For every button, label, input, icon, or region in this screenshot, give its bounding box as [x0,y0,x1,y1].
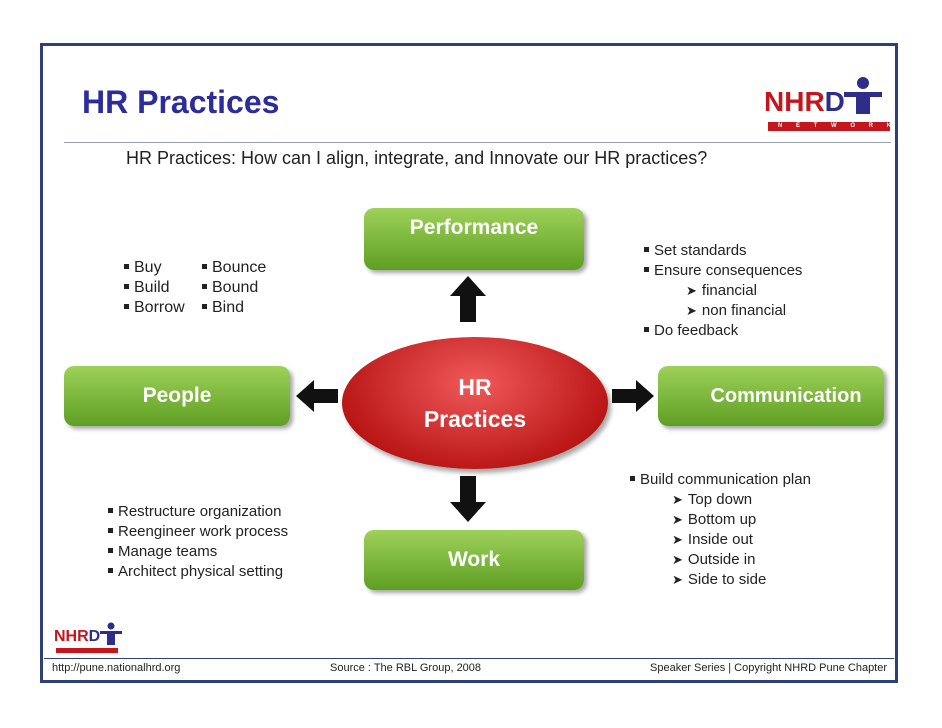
list-item: Build communication plan [630,470,811,490]
list-item: ➤ Top down [672,491,753,508]
list-item: Borrow [124,298,185,318]
logo-letters: NHR [764,86,825,117]
arrow-left-icon [294,378,340,414]
logo-network-text: N E T W O R K [778,122,897,129]
chevron-right-icon: ➤ [672,512,683,527]
chevron-right-icon: ➤ [672,492,683,507]
list-item: Manage teams [108,542,288,562]
footer-url: http://pune.nationalhrd.org [52,662,181,674]
logo-figure-icon [98,622,124,648]
list-item: Restructure organization [108,502,288,522]
list-item: ➤ non financial [686,302,787,319]
logo-figure-icon [840,76,886,120]
list-item: Bind [202,298,266,318]
list-item: Buy [124,258,185,278]
list-item: Build [124,278,185,298]
work-label: Work [447,548,501,571]
slide-title: HR Practices [82,84,280,120]
communication-label: Communication [710,384,862,407]
performance-list [644,241,802,341]
list-item: ➤ Side to side [672,571,767,588]
chevron-right-icon: ➤ [672,572,683,587]
logo-letters: NHR [54,628,89,645]
slide-subtitle: HR Practices: How can I align, integrate, and Innovate our HR practices? [126,148,708,168]
people-list-col1 [124,258,185,318]
logo-letter-d: D [824,86,845,117]
hr-practices-oval [342,337,608,469]
list-item: ➤ financial [686,282,757,299]
work-box [364,530,584,590]
list-item: Do feedback [644,321,802,341]
nhrd-logo-small [54,628,126,658]
center-line-2: Practices [423,406,527,432]
list-item: Bound [202,278,266,298]
nhrd-logo [764,86,897,136]
list-item: Architect physical setting [108,562,288,582]
arrow-up-icon [448,274,488,324]
people-list-col2 [202,258,266,318]
footer-divider [44,658,894,659]
people-label: People [142,384,212,407]
list-item: ➤ Outside in [672,551,756,568]
chevron-right-icon: ➤ [672,552,683,567]
footer-source: Source : The RBL Group, 2008 [330,662,482,674]
list-item: Reengineer work process [108,522,288,542]
center-line-1: HR [458,374,492,400]
logo-letter-d: D [88,628,101,645]
work-list [108,502,288,582]
chevron-right-icon: ➤ [686,303,697,318]
performance-box [364,208,584,270]
performance-label: Performance [409,216,539,239]
communication-box [658,366,884,426]
list-item: Bounce [202,258,266,278]
list-item: Set standards [644,241,802,261]
chevron-right-icon: ➤ [672,532,683,547]
arrow-down-icon [448,474,488,524]
footer-copyright: Speaker Series | Copyright NHRD Pune Chapter [650,662,888,674]
chevron-right-icon: ➤ [686,283,697,298]
communication-list [630,470,811,590]
arrow-right-icon [610,378,656,414]
list-item: ➤ Inside out [672,531,753,548]
people-box [64,366,290,426]
list-item: ➤ Bottom up [672,511,757,528]
list-item: Ensure consequences [644,261,802,281]
title-divider [64,142,891,143]
